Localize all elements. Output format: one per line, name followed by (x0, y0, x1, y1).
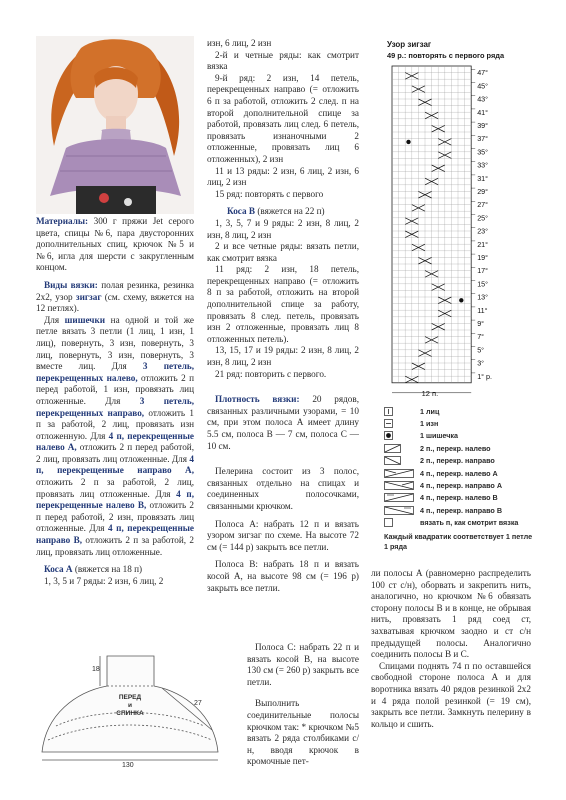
row-label: 29° (477, 187, 489, 196)
legend-item (384, 430, 554, 442)
row-label: 31° (477, 173, 489, 183)
row-label: 27° (477, 200, 489, 210)
row-label: 21° (477, 239, 489, 249)
row-label: 45° (477, 81, 489, 91)
row-label: 9° (477, 319, 485, 328)
bobble-term: шишечки (64, 314, 106, 325)
joining-strips: Выполнить соединительные полосы крючком так: * крючком №5 вязать 2 ряда столбиками с/н, вводя крючок в кромочные пет- (247, 698, 359, 767)
cross4-right-a-text: отложить 2 п за работой, 2 лиц, провязать лиц отложенные. Для (36, 477, 194, 499)
column-left (36, 216, 194, 587)
strip-c: Полоса С: набрать 22 п и вязать косой В, на высоте 130 см (= 260 р) закрыть все петли. (247, 642, 359, 687)
column-right (371, 568, 531, 730)
cross4-left-a-term: 4 п, перекрещенные налево А, (36, 430, 194, 453)
legend-item (384, 492, 554, 504)
dim-height: 18 (92, 666, 100, 673)
materials-text: 300 г пряжи Jet серого цвета, спицы №6, пара двусторонних дополнительных спиц, крючок №5 и №6, игла для шерсти с закругленным концом. (36, 216, 194, 273)
legend-label: 1 изн (420, 419, 439, 429)
kosa-b-row13: 13, 15, 17 и 19 ряды: 2 изн, 8 лиц, 2 изн, 8 лиц, 2 изн (207, 345, 359, 368)
joining-strips-cont: ли полосы А (равномерно распределить 100 ст с/н), оборвать и закрепить нить, аналогично, но крючком №6 обвязать сторону полосы В и в конце, не обрывая нить, провязать 1 ряд соед ст, захватывая крючком заодно и ст с/н предыдущей полосы. Аналогично соединить полосы В и С. (371, 568, 531, 660)
cape-intro: Пелерина состоит из 3 полос, связанных отдельно на спицах и соединенных полосочками, связанными крючком. (207, 466, 359, 511)
zigzag-chart (380, 62, 500, 397)
chart-legend (384, 405, 554, 552)
legend-item (384, 504, 554, 516)
row-label: 13° (477, 292, 489, 302)
density-label: Плотность вязки: (215, 394, 300, 405)
bobble-mark (459, 298, 463, 302)
chart-subtitle: 49 р.: повторять с первого ряда (387, 51, 505, 60)
legend-item (384, 405, 554, 417)
row-label: 25° (477, 213, 489, 223)
legend-label: 1 шишечка (420, 431, 458, 441)
dim-bottom: 130 (122, 762, 134, 769)
legend-item (384, 479, 554, 491)
legend-label: 4 п., перекр. направо В (420, 505, 503, 515)
cross4-left-b-icon (384, 493, 416, 502)
column-middle-lower (247, 642, 359, 768)
row-label: 43° (477, 94, 489, 104)
kosa-a-title: Коса А (44, 564, 73, 575)
kosa-b-row11: 11 ряд: 2 изн, 18 петель, перекрещенных направо (= отложить 8 п за работой, отложить на второй дополнительной спице за работу, провязать 8 след. петель, провязать изн 2 отложенные, провязать лиц 8 отложенных петель). (207, 264, 359, 344)
row-label: 15° (477, 279, 489, 289)
legend-item (384, 442, 554, 454)
row-label: 17° (477, 266, 489, 276)
row-label: 41° (477, 107, 489, 117)
kosa-b-rows: 1, 3, 5, 7 и 9 ряды: 2 изн, 8 лиц, 2 изн, 8 лиц, 2 изн (207, 217, 359, 240)
kosa-a-sub: (вяжется на 18 п) (74, 564, 143, 575)
kosa-b-even-rows: 2 и все четные ряды: вязать петли, как смотрит вязка (207, 241, 359, 263)
legend-note: Каждый квадратик соответствует 1 петле 1 ряда (384, 531, 533, 551)
cross4-left-a-text: отложить 2 п перед работой, 2 лиц, провязать лиц отложенные. Для (36, 442, 194, 464)
cross3-left-text: отложить 2 п перед работой, 1 изн, провязать лиц отложенные. Для (36, 372, 195, 406)
cross3-right-term: 3 петель, перекрещенных направо, (36, 395, 194, 418)
kosa-a-even-rows: 2-й и четные ряды: как смотрит вязка (207, 49, 359, 72)
strip-a: Полоса А: набрать 12 п и вязать узором зигзаг по схеме. На высоте 72 см (= 144 р) закрыть все петли. (207, 518, 359, 552)
legend-label: 2 п., перекр. налево (420, 443, 491, 453)
cross3-right-text: отложить 1 п за работой, 2 лиц, провязать изн отложенную. Для (36, 407, 194, 441)
legend-label: 1 лиц (420, 406, 440, 416)
purl-icon (384, 419, 416, 428)
chart-title: Узор зигзаг (387, 40, 432, 49)
knit-icon (384, 407, 416, 416)
row-label: 33° (477, 160, 489, 170)
row-label: 3° (477, 358, 485, 368)
bobble-pre: Для (44, 314, 60, 325)
legend-item (384, 517, 554, 529)
kosa-b-title: Коса В (227, 206, 256, 217)
kosa-a-row9: 9-й ряд: 2 изн, 14 петель, перекрещенных направо (= отложить 6 п за работой, отложить 2 след. п на второй дополнительной спице за работой, провязать лиц след. 6 петель, провязать изнаночными 2 отложенные, провязать лиц 6 отложенных), 2 изн (207, 72, 359, 164)
chart-width-label: 12 п. (421, 388, 439, 397)
cross2-left-icon (384, 444, 416, 453)
legend-label: 4 п., перекр. налево В (420, 493, 498, 503)
strip-b: Полоса В: набрать 18 п и вязать косой А, на высоте 98 см (= 196 р) закрыть все петли. (207, 559, 359, 593)
schematic-label-3: СПИНКА (116, 710, 144, 717)
cross4-right-a-term: 4 п, перекрещенные направо А, (36, 453, 195, 476)
kosa-b-sub: (вяжется на 22 п) (257, 206, 325, 217)
legend-label: вязать п, как смотрит вязка (420, 518, 519, 528)
bobble-text: на одной и той же петле вязать 3 петли (1 лиц, 1 изн, 1 лиц), повернуть, 3 изн, повернуть, 3 лиц, повернуть, 3 изн, повернуть, 3 вместе лиц. Для (36, 314, 195, 372)
legend-label: 4 п., перекр. направо А (420, 481, 503, 491)
knit-types-label: Виды вязки: (44, 279, 98, 290)
as-seen-icon (384, 518, 416, 527)
legend-item (384, 455, 554, 467)
row-label: 23° (477, 226, 489, 236)
bobble-mark (406, 140, 410, 144)
cross4-left-a-icon (384, 469, 416, 478)
column-middle (207, 38, 359, 594)
cross4-right-b-text: отложить 2 п за работой, 2 лиц, провязать лиц отложенные. (36, 535, 194, 557)
knit-types-tail: (см. схему, вяжется на 12 петлях). (36, 291, 195, 314)
kosa-a-row15: 15 ряд: повторять с первого (215, 188, 324, 199)
knit-types-text: полая резинка, резинка 2х2, узор (36, 279, 194, 302)
kosa-a-rows: 1, 3, 5 и 7 ряды: 2 изн, 6 лиц, 2 (44, 575, 164, 586)
density-text: 20 рядов, связанных различными узорами, = 10 см, при этом полоса А имеет длину 5.5 см, полоса В — 7 см, полоса С — 10 см. (207, 394, 359, 451)
zigzag-term: зигзаг (75, 291, 102, 302)
cross4-left-b-term: 4 п, перекрещенные налево В, (36, 488, 194, 511)
row-label: 19° (477, 253, 489, 262)
legend-item (384, 467, 554, 479)
row-label: 47° (477, 68, 489, 78)
legend-label: 4 п., перекр. налево А (420, 468, 498, 478)
kosa-a-row11: 11 и 13 ряды: 2 изн, 6 лиц, 2 изн, 6 лиц, 2 изн (207, 165, 359, 188)
kosa-a-rows-cont: изн, 6 лиц, 2 изн (207, 38, 272, 48)
legend-label: 2 п., перекр. направо (420, 456, 495, 466)
row-label: 11° (477, 305, 488, 315)
row-label: 1° р. (477, 371, 493, 381)
cross4-right-a-icon (384, 481, 416, 490)
bobble-icon (384, 431, 416, 440)
row-label: 39° (477, 121, 489, 130)
cape-schematic (34, 648, 224, 788)
schematic-label-1: ПЕРЕД (118, 694, 142, 701)
cross4-right-b-term: 4 п, перекрещенные направо В, (36, 523, 194, 546)
model-photo (36, 36, 194, 214)
row-label: 7° (477, 332, 485, 342)
schematic-label-2: и (128, 702, 132, 709)
cross3-left-term: 3 петель, перекрещенных налево, (36, 361, 195, 383)
materials-label: Материалы: (36, 216, 89, 226)
row-label: 37° (477, 134, 489, 144)
kosa-b-row21: 21 ряд: повторить с первого. (215, 368, 327, 379)
row-label: 35° (477, 147, 489, 157)
cross2-right-icon (384, 456, 416, 465)
collar-instructions: Спицами поднять 74 п по оставшейся свободной стороне полоса А и для воротника вязать 40 рядов резинкой 2х2 и 4 ряда полой резинкой (= 19 см), закрыть все петли. Замкнуть пелерину в кольцо и сшить. (371, 660, 531, 729)
dim-side: 27 (194, 700, 202, 707)
legend-item (384, 417, 554, 429)
cross4-left-b-text: отложить 2 п перед работой, 2 изн, провязать лиц отложенные. Для (36, 500, 194, 534)
row-label: 5° (477, 345, 485, 355)
cross4-right-b-icon (384, 506, 416, 515)
